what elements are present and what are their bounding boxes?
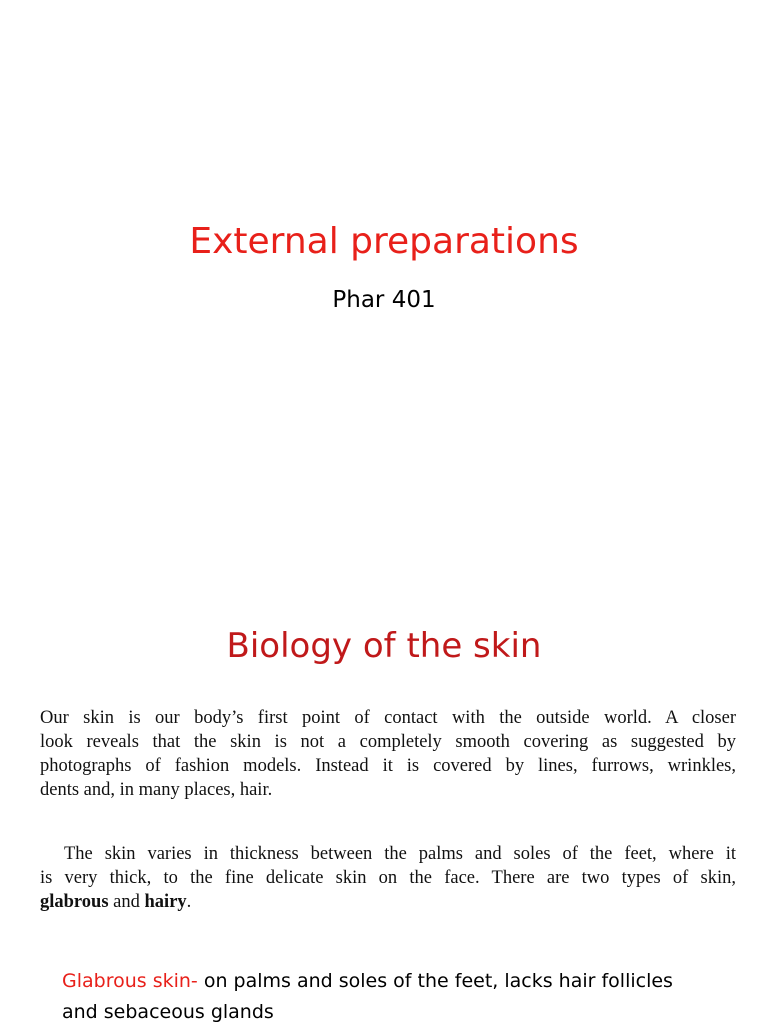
paragraph-line: is very thick, to the fine delicate skin on the face. There are two types of skin, xyxy=(40,868,736,888)
sentence-end: . xyxy=(186,892,192,912)
paragraph-line: The skin varies in thickness between the palms and soles of the feet, where it xyxy=(64,844,736,864)
bold-term-glabrous: glabrous xyxy=(40,892,109,912)
paragraph-line: dents and, in many places, hair. xyxy=(40,780,273,800)
bold-term-hairy: hairy xyxy=(144,892,187,912)
glabrous-description: on palms and soles of the feet, lacks hair follicles and sebaceous glands xyxy=(62,970,673,1023)
scanned-paragraph-1 xyxy=(40,706,736,802)
glabrous-definition xyxy=(62,966,702,1028)
paragraph-line: look reveals that the skin is not a completely smooth covering as suggested by xyxy=(40,732,736,752)
joiner-text: and xyxy=(108,892,145,912)
slide-subtitle: Phar 401 xyxy=(332,287,436,313)
slide-title: Biology of the skin xyxy=(226,626,542,666)
paragraph-line: Our skin is our body’s first point of contact with the outside world. A closer xyxy=(40,708,736,728)
scanned-paragraph-2 xyxy=(40,842,736,914)
paragraph-line: photographs of fashion models. Instead it is covered by lines, furrows, wrinkles, xyxy=(40,756,736,776)
slide-title: External preparations xyxy=(189,221,579,262)
glabrous-term: Glabrous skin- xyxy=(62,970,198,992)
paragraph-line xyxy=(40,890,736,914)
slide-2 xyxy=(0,576,768,1024)
